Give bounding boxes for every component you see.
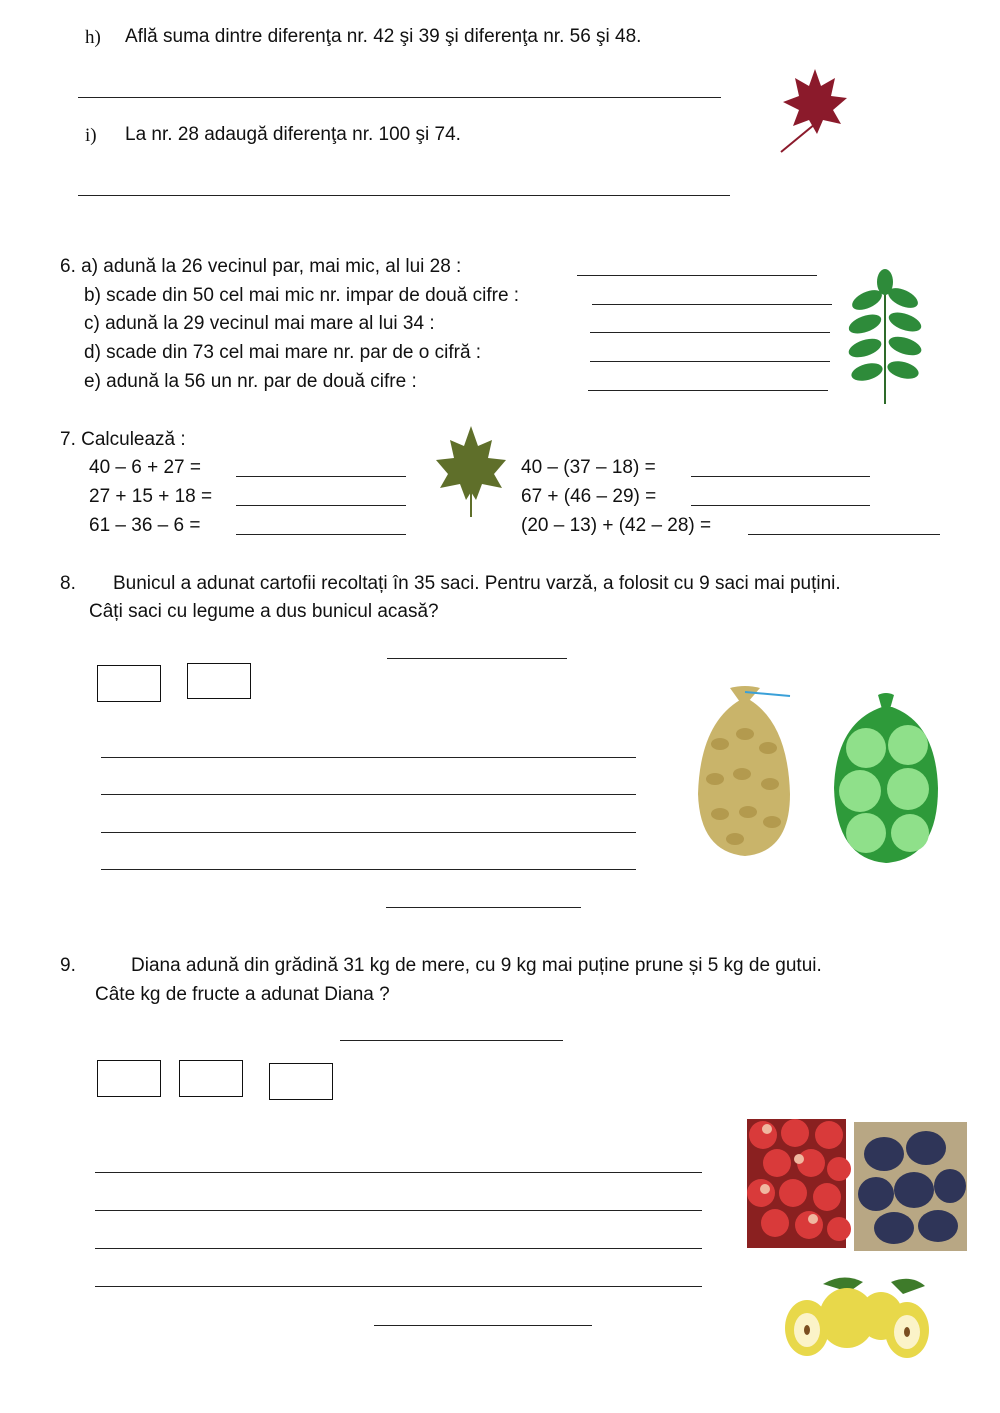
item-i-marker: i) (85, 125, 97, 146)
ex6-answer-e[interactable] (588, 390, 828, 391)
ex7-title: 7. Calculează : (60, 429, 186, 450)
ex9-solution-line-1[interactable] (95, 1172, 702, 1173)
ex9-box-2[interactable] (179, 1060, 243, 1097)
ex8-line-2: Câți saci cu legume a dus bunicul acasă? (89, 601, 439, 622)
quinces-icon (783, 1272, 931, 1362)
potato-sack-icon (690, 684, 800, 859)
ex6-answer-d[interactable] (590, 361, 830, 362)
ex9-number: 9. (60, 955, 76, 976)
apples-icon (747, 1119, 846, 1248)
ex8-answer-line[interactable] (386, 907, 581, 908)
ex8-box-1[interactable] (97, 665, 161, 702)
ex6-answer-c[interactable] (590, 332, 830, 333)
ex7-right-3: (20 – 13) + (42 – 28) = (521, 515, 712, 536)
ex6-answer-a[interactable] (577, 275, 817, 276)
ex7-right-1: 40 – (37 – 18) = (521, 457, 656, 478)
item-h-marker: h) (85, 27, 101, 48)
ex9-solution-line-4[interactable] (95, 1286, 702, 1287)
ex8-solution-line-2[interactable] (101, 794, 636, 795)
ex7-left-2: 27 + 15 + 18 = (89, 486, 213, 507)
ex6-answer-b[interactable] (592, 304, 832, 305)
ex9-solution-line-3[interactable] (95, 1248, 702, 1249)
green-branch-icon (845, 268, 925, 408)
plums-icon (854, 1122, 967, 1251)
ex8-title-line[interactable] (387, 658, 567, 659)
ex9-box-1[interactable] (97, 1060, 161, 1097)
ex9-line-1: Diana adună din grădină 31 kg de mere, cu 9 kg mai puține prune și 5 kg de gutui. (131, 955, 822, 976)
ex6-item-e: e) adună la 56 un nr. par de două cifre : (84, 371, 417, 392)
ex8-solution-line-4[interactable] (101, 869, 636, 870)
ex7-left-1: 40 – 6 + 27 = (89, 457, 201, 478)
ex8-box-2[interactable] (187, 663, 251, 699)
ex7-answer-right-1[interactable] (691, 476, 870, 477)
ex9-answer-line[interactable] (374, 1325, 592, 1326)
ex8-solution-line-1[interactable] (101, 757, 636, 758)
ex7-left-3: 61 – 36 – 6 = (89, 515, 201, 536)
cabbage-sack-icon (828, 693, 943, 865)
ex6-item-a: 6. a) adună la 26 vecinul par, mai mic, al lui 28 : (60, 256, 462, 277)
ex6-item-b: b) scade din 50 cel mai mic nr. impar de două cifre : (84, 285, 520, 306)
ex7-answer-left-1[interactable] (236, 476, 406, 477)
maple-leaf-icon (432, 424, 510, 519)
answer-line-i[interactable] (78, 195, 730, 196)
answer-line-h[interactable] (78, 97, 721, 98)
ex7-answer-right-2[interactable] (691, 505, 870, 506)
ex9-line-2: Câte kg de fructe a adunat Diana ? (95, 984, 390, 1005)
ex9-title-line[interactable] (340, 1040, 563, 1041)
item-h-text: Află suma dintre diferenţa nr. 42 şi 39 şi diferenţa nr. 56 şi 48. (125, 26, 642, 47)
ex8-solution-line-3[interactable] (101, 832, 636, 833)
red-leaf-icon (775, 64, 850, 154)
ex6-item-d: d) scade din 73 cel mai mare nr. par de o cifră : (84, 342, 482, 363)
ex7-right-2: 67 + (46 – 29) = (521, 486, 657, 507)
ex9-box-3[interactable] (269, 1063, 333, 1100)
ex7-answer-right-3[interactable] (748, 534, 940, 535)
ex9-solution-line-2[interactable] (95, 1210, 702, 1211)
ex7-answer-left-2[interactable] (236, 505, 406, 506)
ex7-answer-left-3[interactable] (236, 534, 406, 535)
ex8-number: 8. (60, 573, 76, 594)
ex6-item-c: c) adună la 29 vecinul mai mare al lui 34 : (84, 313, 435, 334)
item-i-text: La nr. 28 adaugă diferenţa nr. 100 şi 74. (125, 124, 461, 145)
ex8-line-1: Bunicul a adunat cartofii recoltați în 35 saci. Pentru varză, a folosit cu 9 saci mai puțini. (113, 573, 841, 594)
